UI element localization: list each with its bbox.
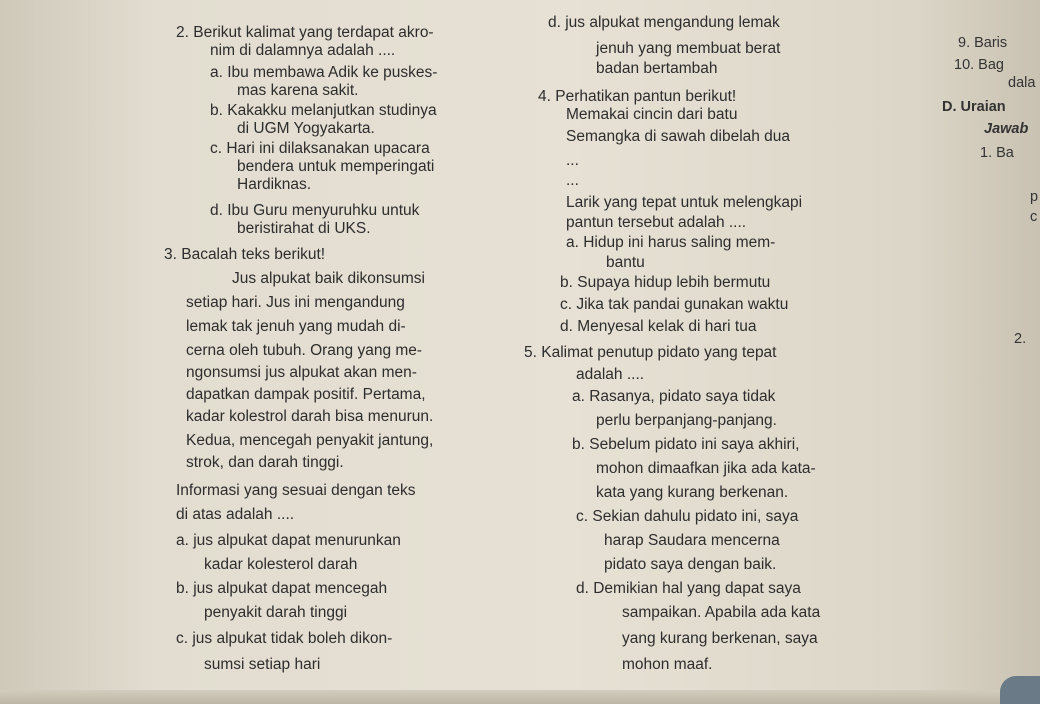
question-2-stem: 2. Berikut kalimat yang terdapat akro- xyxy=(176,24,434,41)
q3-passage-line-4: cerna oleh tubuh. Orang yang me- xyxy=(186,342,423,359)
q5-option-b-cont: mohon dimaafkan jika ada kata- xyxy=(596,460,816,477)
q3-passage-line-9: strok, dan darah tinggi. xyxy=(186,454,344,471)
q3-prompt: Informasi yang sesuai dengan teks xyxy=(176,482,416,499)
q3-passage-line-5: ngonsumsi jus alpukat akan men- xyxy=(186,364,417,381)
q4-pantun-line-2: Semangka di sawah dibelah dua xyxy=(566,128,791,145)
q2-option-d-cont: jenuh yang membuat berat xyxy=(596,40,781,57)
background-corner xyxy=(1000,676,1040,704)
q2-option-d: d. jus alpukat mengandung lemak xyxy=(548,14,780,31)
q2-option-b: b. Kakakku melanjutkan studinya xyxy=(210,102,437,119)
answer-label: Jawab xyxy=(984,121,1029,137)
essay-1-fragment-p: p xyxy=(1030,189,1039,205)
q4-prompt-cont: pantun tersebut adalah .... xyxy=(566,214,747,231)
q4-pantun-line-1: Memakai cincin dari batu xyxy=(566,106,738,123)
q5-option-a-cont: perlu berpanjang-panjang. xyxy=(596,412,777,429)
q3-passage-line-3: lemak tak jenuh yang mudah di- xyxy=(186,318,406,335)
q3-option-a: a. jus alpukat dapat menurunkan xyxy=(176,532,401,549)
question-5-stem: 5. Kalimat penutup pidato yang tepat xyxy=(524,344,777,361)
q5-option-c-cont2: pidato saya dengan baik. xyxy=(604,556,777,573)
q2-option-d-cont: beristirahat di UKS. xyxy=(237,220,371,237)
question-4-stem: 4. Perhatikan pantun berikut! xyxy=(538,88,737,105)
q3-option-a-cont: kadar kolesterol darah xyxy=(204,556,358,573)
essay-1-fragment: 1. Ba xyxy=(980,145,1014,161)
q2-option-b-cont: di UGM Yogyakarta. xyxy=(237,120,375,137)
q3-passage-line-8: Kedua, mencegah penyakit jantung, xyxy=(186,432,434,449)
q2-option-c-cont: bendera untuk memperingati xyxy=(237,158,435,175)
q3-option-b: b. jus alpukat dapat mencegah xyxy=(176,580,388,597)
question-9-fragment: 9. Baris xyxy=(958,35,1008,51)
q5-option-c-cont: harap Saudara mencerna xyxy=(604,532,780,549)
q3-prompt-cont: di atas adalah .... xyxy=(176,506,295,523)
q2-option-c-cont2: Hardiknas. xyxy=(237,176,312,193)
q2-option-c: c. Hari ini dilaksanakan upacara xyxy=(210,140,430,157)
q5-option-d-cont3: mohon maaf. xyxy=(622,656,713,673)
q4-option-c: c. Jika tak pandai gunakan waktu xyxy=(560,296,789,313)
question-3-stem: 3. Bacalah teks berikut! xyxy=(164,246,326,263)
q4-option-b: b. Supaya hidup lebih bermutu xyxy=(560,274,771,291)
q2-option-a: a. Ibu membawa Adik ke puskes- xyxy=(210,64,438,81)
q4-option-d: d. Menyesal kelak di hari tua xyxy=(560,318,757,335)
question-5-stem-cont: adalah .... xyxy=(576,366,645,383)
q5-option-d: d. Demikian hal yang dapat saya xyxy=(576,580,801,597)
q3-option-c-cont: sumsi setiap hari xyxy=(204,656,321,673)
q3-passage-line-7: kadar kolestrol darah bisa menurun. xyxy=(186,408,434,425)
q3-passage-line-2: setiap hari. Jus ini mengandung xyxy=(186,294,405,311)
q5-option-b: b. Sebelum pidato ini saya akhiri, xyxy=(572,436,800,453)
question-10-fragment: 10. Bag xyxy=(954,57,1004,73)
q3-passage-line-1: Jus alpukat baik dikonsumsi xyxy=(232,270,425,287)
q4-prompt: Larik yang tepat untuk melengkapi xyxy=(566,194,803,211)
q4-pantun-blank-2: ... xyxy=(566,172,579,189)
question-2-stem-cont: nim di dalamnya adalah .... xyxy=(210,42,396,59)
section-d-heading: D. Uraian xyxy=(942,99,1006,115)
q5-option-c: c. Sekian dahulu pidato ini, saya xyxy=(576,508,799,525)
q5-option-b-cont2: kata yang kurang berkenan. xyxy=(596,484,789,501)
q3-option-c: c. jus alpukat tidak boleh dikon- xyxy=(176,630,393,647)
q2-option-a-cont: mas karena sakit. xyxy=(237,82,359,99)
q3-option-b-cont: penyakit darah tinggi xyxy=(204,604,348,621)
q2-option-d-cont2: badan bertambah xyxy=(596,60,718,77)
page-bottom-edge xyxy=(0,690,1040,704)
q4-option-a: a. Hidup ini harus saling mem- xyxy=(566,234,776,251)
q3-passage-line-6: dapatkan dampak positif. Pertama, xyxy=(186,386,426,403)
q4-option-a-cont: bantu xyxy=(606,254,645,271)
q5-option-a: a. Rasanya, pidato saya tidak xyxy=(572,388,776,405)
q5-option-d-cont2: yang kurang berkenan, saya xyxy=(622,630,818,647)
q5-option-d-cont: sampaikan. Apabila ada kata xyxy=(622,604,821,621)
essay-2-number: 2. xyxy=(1014,331,1027,347)
question-10-fragment-cont: dala xyxy=(1008,75,1036,91)
q2-option-d: d. Ibu Guru menyuruhku untuk xyxy=(210,202,420,219)
q4-pantun-blank-1: ... xyxy=(566,152,579,169)
essay-1-fragment-c: c xyxy=(1030,209,1038,225)
